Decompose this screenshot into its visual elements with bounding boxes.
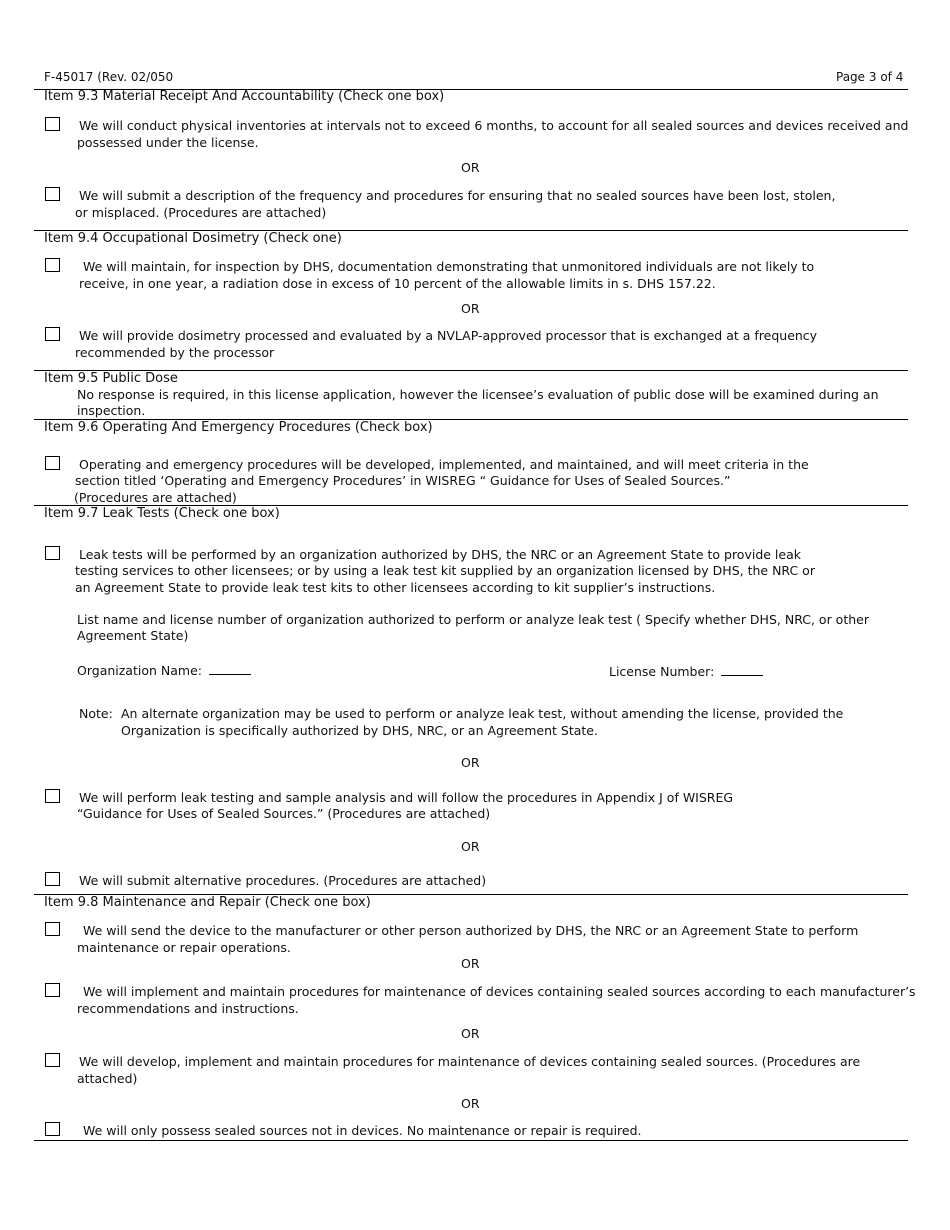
item-9-8-option-2-text: We will implement and maintain procedures for maintenance of devices containing sealed sources according to each manufacturer’s [83, 984, 916, 999]
item-9-5-heading: Item 9.5 Public Dose [44, 371, 178, 386]
item-9-8-option-2-checkbox[interactable] [45, 983, 60, 997]
item-9-3-heading: Item 9.3 Material Receipt And Accountability (Check one box) [44, 89, 445, 104]
item-9-7-option-1-checkbox[interactable] [45, 546, 60, 560]
note-text: An alternate organization may be used to perform or analyze leak test, without amending the license, provided the [121, 706, 844, 721]
item-9-8-option-2-text-cont: recommendations and instructions. [77, 1001, 299, 1016]
item-9-8-option-4-checkbox[interactable] [45, 1122, 60, 1136]
item-9-8-option-1-text-cont: maintenance or repair operations. [77, 940, 291, 955]
item-9-7-option-1-text: Leak tests will be performed by an organization authorized by DHS, the NRC or an Agreement State to provide leak [79, 547, 801, 562]
item-9-4-option-1-text: We will maintain, for inspection by DHS, documentation demonstrating that unmonitored individuals are not likely to [83, 259, 815, 274]
item-9-8-option-3-text: We will develop, implement and maintain procedures for maintenance of devices containing sealed sources. (Procedures are [79, 1054, 861, 1069]
item-9-3-option-1-checkbox[interactable] [45, 117, 60, 131]
license-number-label: License Number: [609, 664, 715, 679]
item-9-8-option-1-text: We will send the device to the manufacturer or other person authorized by DHS, the NRC or an Agreement State to perform [83, 923, 859, 938]
or-separator: OR [461, 160, 480, 175]
item-9-4-heading: Item 9.4 Occupational Dosimetry (Check one) [44, 231, 342, 246]
item-9-3-option-2-checkbox[interactable] [45, 187, 60, 201]
item-9-8-option-4-text: We will only possess sealed sources not in devices. No maintenance or repair is required. [83, 1123, 642, 1138]
item-9-4-option-2-text: We will provide dosimetry processed and evaluated by a NVLAP-approved processor that is exchanged at a frequency [79, 328, 818, 343]
or-separator: OR [461, 755, 480, 770]
item-9-7-option-3-checkbox[interactable] [45, 872, 60, 886]
item-9-7-option-2-text: We will perform leak testing and sample analysis and will follow the procedures in Appendix J of WISREG [79, 790, 734, 805]
item-9-8-option-3-checkbox[interactable] [45, 1053, 60, 1067]
item-9-7-option-3-text: We will submit alternative procedures. (Procedures are attached) [79, 873, 487, 888]
leak-test-instruction: List name and license number of organization authorized to perform or analyze leak test ( Specify whether DHS, NRC, or other [77, 612, 869, 627]
item-9-3-option-1-text: We will conduct physical inventories at intervals not to exceed 6 months, to account for all sealed sources and devices received and [79, 118, 909, 133]
note-label: Note: [79, 706, 113, 721]
item-9-6-text-cont: section titled ‘Operating and Emergency Procedures’ in WISREG “ Guidance for Uses of Sealed Sources.” [75, 473, 731, 488]
organization-name-input[interactable] [209, 662, 251, 675]
leak-test-instruction-cont: Agreement State) [77, 628, 189, 643]
note-text-cont: Organization is specifically authorized by DHS, NRC, or an Agreement State. [121, 723, 598, 738]
or-separator: OR [461, 839, 480, 854]
or-separator: OR [461, 1026, 480, 1041]
item-9-6-checkbox[interactable] [45, 456, 60, 470]
organization-name-field [77, 662, 251, 679]
item-9-8-heading: Item 9.8 Maintenance and Repair (Check one box) [44, 895, 371, 910]
item-9-3-option-2-text-cont: or misplaced. (Procedures are attached) [75, 205, 327, 220]
item-9-8-option-3-text-cont: attached) [77, 1071, 138, 1086]
organization-name-label: Organization Name: [77, 663, 202, 678]
item-9-6-heading: Item 9.6 Operating And Emergency Procedures (Check box) [44, 420, 433, 435]
section-divider [34, 1140, 908, 1141]
license-number-input[interactable] [721, 663, 763, 676]
form-id: F-45017 (Rev. 02/050 [44, 70, 174, 84]
item-9-4-option-1-text-cont: receive, in one year, a radiation dose in excess of 10 percent of the allowable limits in s. DHS 157.22. [79, 276, 716, 291]
item-9-4-option-2-text-cont: recommended by the processor [75, 345, 275, 360]
or-separator: OR [461, 1096, 480, 1111]
item-9-5-text: No response is required, in this license application, however the licensee’s evaluation of public dose will be examined during an [77, 387, 879, 402]
item-9-6-text-cont-2: (Procedures are attached) [74, 490, 237, 505]
item-9-4-option-1-checkbox[interactable] [45, 258, 60, 272]
item-9-3-option-1-text-cont: possessed under the license. [77, 135, 259, 150]
or-separator: OR [461, 956, 480, 971]
item-9-4-option-2-checkbox[interactable] [45, 327, 60, 341]
item-9-7-option-2-text-cont: “Guidance for Uses of Sealed Sources.” (Procedures are attached) [77, 806, 491, 821]
item-9-6-text: Operating and emergency procedures will be developed, implemented, and maintained, and will meet criteria in the [79, 457, 809, 472]
item-9-7-option-1-text-cont-2: an Agreement State to provide leak test kits to other licensees according to kit supplier’s instructions. [75, 580, 716, 595]
or-separator: OR [461, 301, 480, 316]
item-9-3-option-2-text: We will submit a description of the frequency and procedures for ensuring that no sealed sources have been lost, stolen, [79, 188, 836, 203]
item-9-5-text-cont: inspection. [77, 403, 146, 418]
item-9-8-option-1-checkbox[interactable] [45, 922, 60, 936]
license-number-field [609, 663, 763, 680]
page-number: Page 3 of 4 [836, 70, 904, 84]
item-9-7-option-1-text-cont: testing services to other licensees; or by using a leak test kit supplied by an organization licensed by DHS, the NRC or [75, 563, 815, 578]
item-9-7-heading: Item 9.7 Leak Tests (Check one box) [44, 506, 280, 521]
item-9-7-option-2-checkbox[interactable] [45, 789, 60, 803]
